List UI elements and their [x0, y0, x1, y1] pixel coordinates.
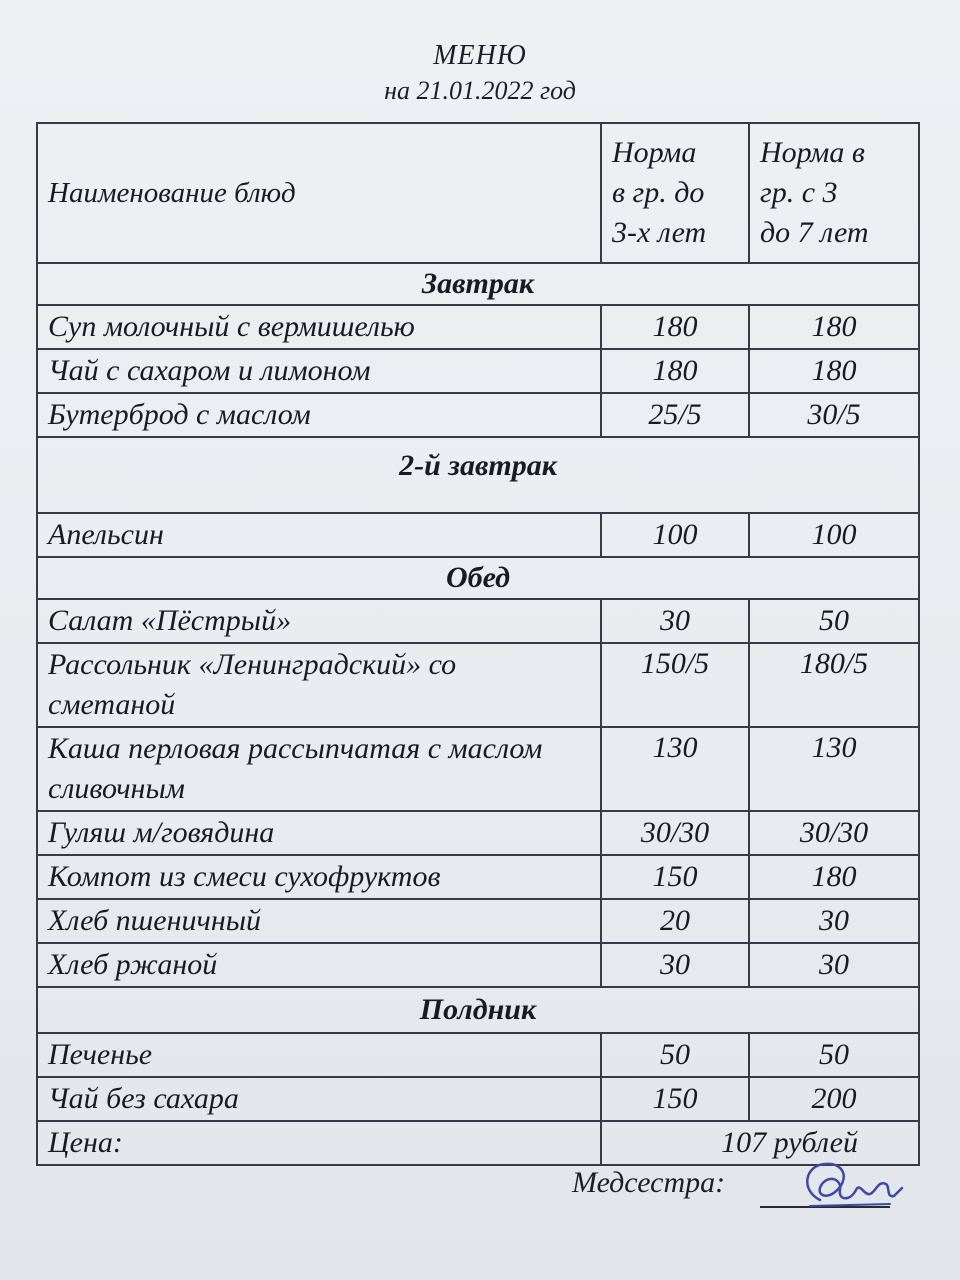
section-title-breakfast: Завтрак	[37, 263, 919, 305]
dish-name: Апельсин	[37, 513, 601, 557]
handwritten-signature	[790, 1150, 910, 1220]
table-row	[37, 305, 919, 349]
table-row	[37, 349, 919, 393]
section-title-snack: Полдник	[37, 987, 919, 1033]
norm-under-3: 130	[601, 727, 749, 811]
norm-under-3: 20	[601, 899, 749, 943]
table-row	[37, 811, 919, 855]
section-row	[37, 263, 919, 305]
section-row	[37, 987, 919, 1033]
table-row	[37, 943, 919, 987]
norm-3-to-7: 50	[749, 1033, 919, 1077]
norm-under-3: 180	[601, 349, 749, 393]
dish-name: Каша перловая рассыпчатая с маслом сливочным	[37, 727, 601, 811]
norm-3-to-7: 50	[749, 599, 919, 643]
norm-3-to-7: 180/5	[749, 643, 919, 727]
dish-name: Хлеб ржаной	[37, 943, 601, 987]
section-title-lunch: Обед	[37, 557, 919, 599]
section-row	[37, 557, 919, 599]
table-row	[37, 1033, 919, 1077]
header-line: 3-х лет	[612, 216, 707, 249]
norm-under-3: 25/5	[601, 393, 749, 437]
norm-under-3: 150/5	[601, 643, 749, 727]
dish-name: Компот из смеси сухофруктов	[37, 855, 601, 899]
page-subtitle: на 21.01.2022 год	[384, 76, 576, 105]
dish-name: Гуляш м/говядина	[37, 811, 601, 855]
table-row	[37, 899, 919, 943]
norm-under-3: 30	[601, 599, 749, 643]
norm-3-to-7: 200	[749, 1077, 919, 1121]
dish-name: Бутерброд с маслом	[37, 393, 601, 437]
norm-3-to-7: 30/5	[749, 393, 919, 437]
table-row	[37, 599, 919, 643]
price-row	[37, 1121, 919, 1165]
header-line: до 7 лет	[760, 216, 869, 249]
header-line: Норма в	[760, 136, 865, 169]
dish-name: Суп молочный с вермишелью	[37, 305, 601, 349]
price-value: 107 рублей	[601, 1121, 919, 1165]
header-norm-3-to-7	[749, 123, 919, 263]
header-dish-name: Наименование блюд	[37, 123, 601, 263]
table-row	[37, 643, 919, 727]
norm-3-to-7: 180	[749, 855, 919, 899]
dish-name: Хлеб пшеничный	[37, 899, 601, 943]
price-label: Цена:	[37, 1121, 601, 1165]
header-norm-under-3	[601, 123, 749, 263]
norm-under-3: 100	[601, 513, 749, 557]
norm-under-3: 50	[601, 1033, 749, 1077]
header-line: в гр. до	[612, 176, 705, 209]
dish-name: Печенье	[37, 1033, 601, 1077]
norm-under-3: 150	[601, 855, 749, 899]
table-row	[37, 513, 919, 557]
norm-3-to-7: 130	[749, 727, 919, 811]
norm-3-to-7: 100	[749, 513, 919, 557]
norm-3-to-7: 30	[749, 899, 919, 943]
norm-3-to-7: 180	[749, 305, 919, 349]
norm-3-to-7: 30/30	[749, 811, 919, 855]
header-line: Норма	[612, 136, 697, 169]
norm-under-3: 30/30	[601, 811, 749, 855]
dish-name: Рассольник «Ленинградский» со сметаной	[37, 643, 601, 727]
menu-table	[36, 122, 920, 1166]
page-title: МЕНЮ	[433, 40, 527, 71]
dish-name: Чай без сахара	[37, 1077, 601, 1121]
table-row	[37, 727, 919, 811]
table-row	[37, 1077, 919, 1121]
nurse-label: Медсестра:	[572, 1166, 726, 1199]
section-row	[37, 437, 919, 513]
norm-under-3: 180	[601, 305, 749, 349]
dish-name: Чай с сахаром и лимоном	[37, 349, 601, 393]
table-row	[37, 393, 919, 437]
table-header-row	[37, 123, 919, 263]
norm-3-to-7: 30	[749, 943, 919, 987]
section-title-second-breakfast: 2-й завтрак	[37, 437, 919, 513]
dish-name: Салат «Пёстрый»	[37, 599, 601, 643]
table-row	[37, 855, 919, 899]
norm-under-3: 150	[601, 1077, 749, 1121]
norm-3-to-7: 180	[749, 349, 919, 393]
header-line: гр. с 3	[760, 176, 838, 209]
norm-under-3: 30	[601, 943, 749, 987]
